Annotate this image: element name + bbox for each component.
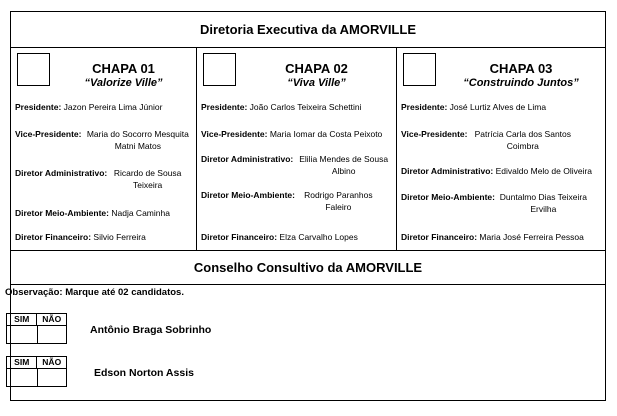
yes-label: SIM — [7, 357, 37, 368]
slate-01-vote-box[interactable] — [17, 53, 50, 86]
no-label: NÃO — [42, 314, 62, 324]
slate-motto: “Valorize Ville” — [84, 77, 163, 89]
slate-name: CHAPA 01 — [92, 61, 155, 76]
slate-03-vote-box[interactable] — [403, 53, 436, 86]
candidate-name: Edson Norton Assis — [94, 367, 194, 379]
yes-checkbox[interactable] — [7, 326, 38, 343]
slate-03 — [397, 48, 605, 250]
yes-no-box — [6, 313, 67, 344]
no-checkbox[interactable] — [38, 369, 66, 386]
role-financial-director: Diretor Financeiro: Silvio Ferreira — [15, 232, 146, 242]
slate-motto: “Construindo Juntos” — [463, 77, 579, 89]
role-vice-president: Vice-Presidente: Maria do Socorro Mesquita Matni Matos — [15, 129, 189, 151]
council-title: Conselho Consultivo da AMORVILLE — [11, 251, 605, 285]
candidate-row — [6, 313, 67, 344]
role-admin-director: Diretor Administrativo: Ricardo de Sousa Teixeira — [15, 168, 182, 190]
slates — [11, 48, 605, 251]
no-label: NÃO — [42, 357, 62, 367]
executive-title: Diretoria Executiva da AMORVILLE — [11, 12, 605, 48]
candidate-row — [6, 356, 67, 387]
role-environment-director: Diretor Meio-Ambiente: Duntalmo Dias Teixeira Ervilha — [401, 192, 587, 214]
role-president: Presidente: José Lurtiz Alves de Lima — [401, 102, 547, 112]
yes-label: SIM — [7, 314, 37, 325]
yes-no-box — [6, 356, 67, 387]
role-admin-director: Diretor Administrativo: Edivaldo Melo de Oliveira — [401, 166, 593, 176]
slate-name: CHAPA 03 — [489, 61, 553, 76]
role-vice-president: Vice-Presidente: Patrícia Carla dos Santos Coimbra — [401, 129, 572, 151]
slate-02 — [197, 48, 397, 250]
role-financial-director: Diretor Financeiro: Maria José Ferreira Pessoa — [401, 232, 584, 242]
role-admin-director: Diretor Administrativo: Elilia Mendes de Sousa Albino — [201, 154, 389, 176]
yes-checkbox[interactable] — [7, 369, 38, 386]
no-checkbox[interactable] — [38, 326, 66, 343]
role-environment-director: Diretor Meio-Ambiente: Rodrigo Paranhos Faleiro — [201, 190, 373, 212]
role-environment-director: Diretor Meio-Ambiente: Nadja Caminha — [15, 208, 170, 218]
observation-note: Observação: Marque até 02 candidatos. — [5, 287, 184, 298]
slate-01 — [11, 48, 197, 250]
role-president: Presidente: João Carlos Teixeira Schettini — [201, 102, 362, 112]
role-vice-president: Vice-Presidente: Maria Iomar da Costa Peixoto — [201, 129, 383, 139]
ballot — [10, 11, 606, 401]
role-president: Presidente: Jazon Pereira Lima Júnior — [15, 102, 163, 112]
slate-motto: “Viva Ville” — [287, 77, 346, 89]
candidate-name: Antônio Braga Sobrinho — [90, 324, 212, 336]
slate-name: CHAPA 02 — [285, 61, 348, 76]
role-financial-director: Diretor Financeiro: Elza Carvalho Lopes — [201, 232, 358, 242]
slate-02-vote-box[interactable] — [203, 53, 236, 86]
